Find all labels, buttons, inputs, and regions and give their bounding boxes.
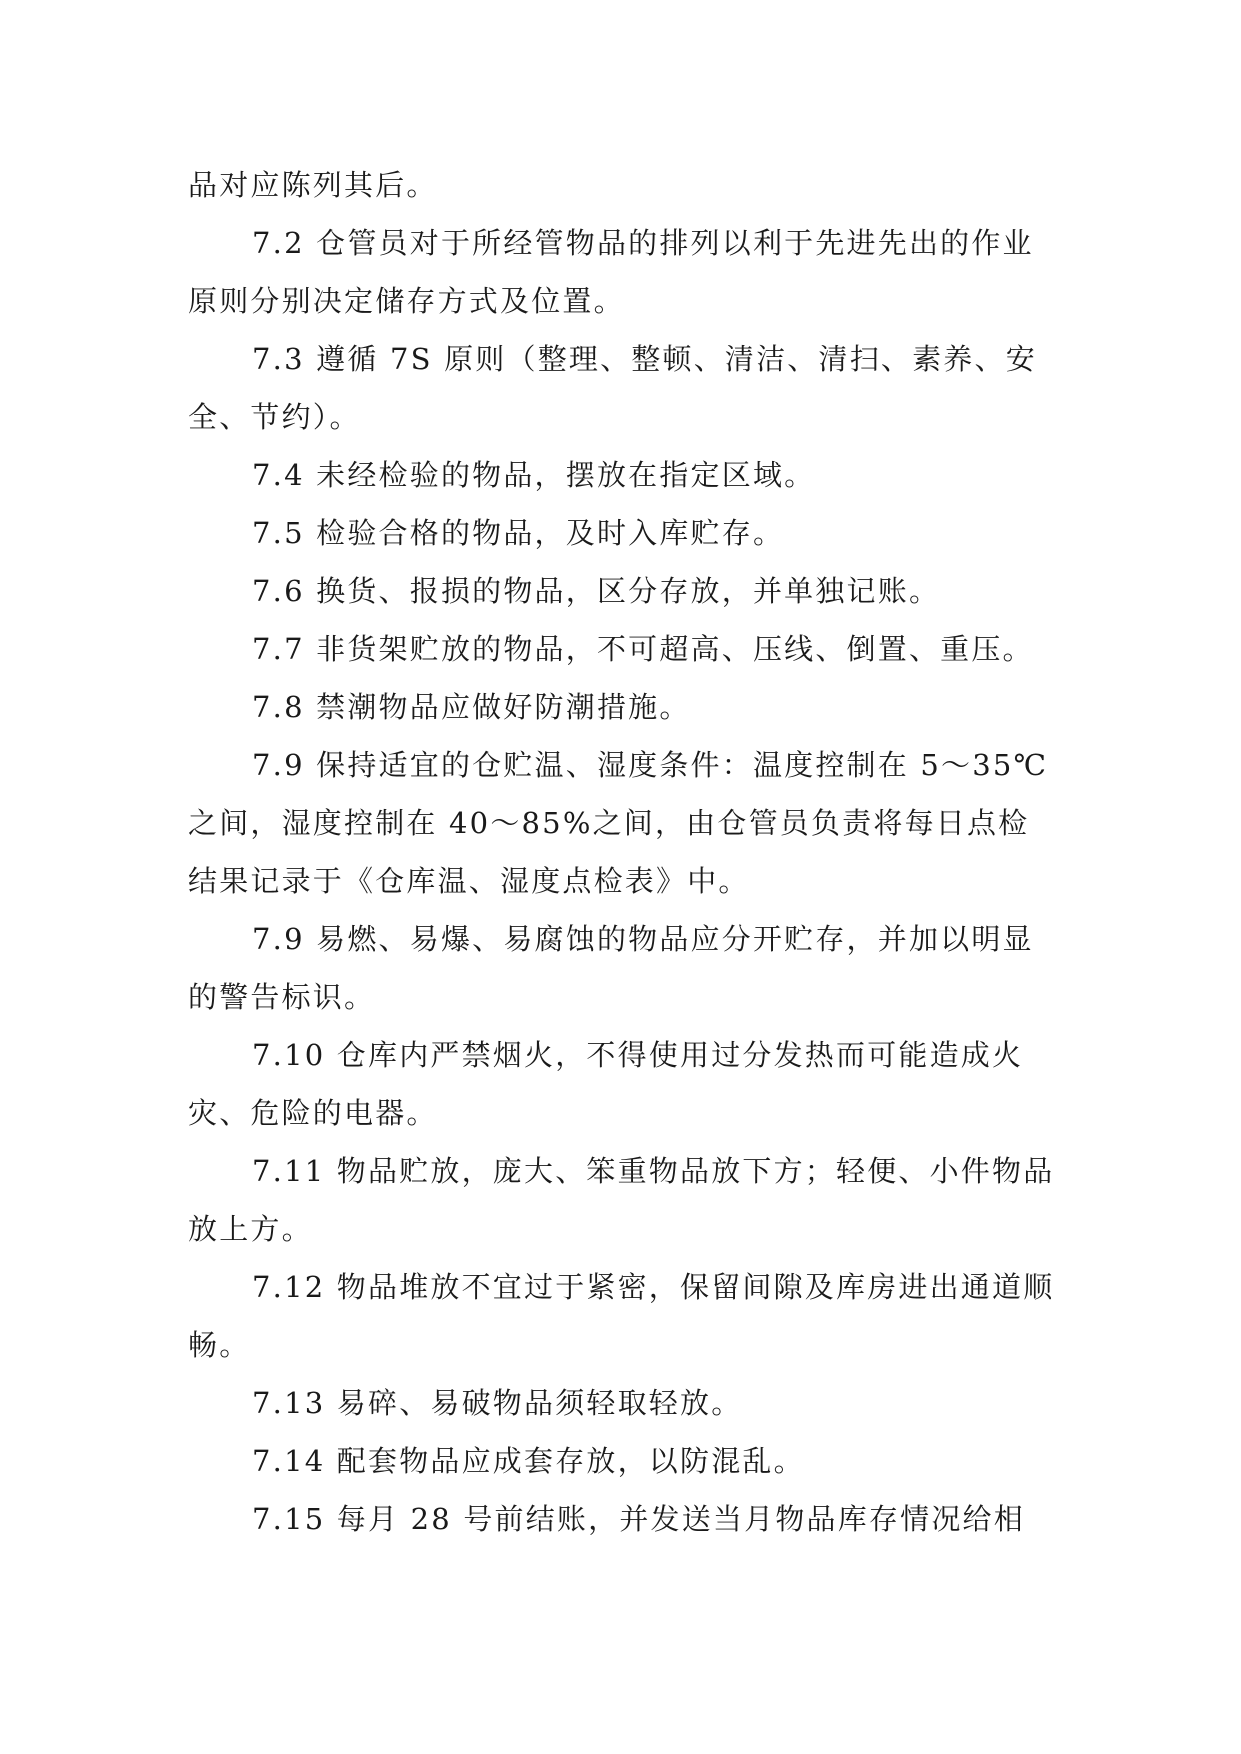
paragraph-7-15: 7.15 每月 28 号前结账，并发送当月物品库存情况给相: [252, 1502, 1025, 1536]
paragraph-7-10: 7.10 仓库内严禁烟火，不得使用过分发热而可能造成火灾、危险的电器。: [188, 1038, 1024, 1130]
paragraph-7-5: 7.5 检验合格的物品，及时入库贮存。: [252, 516, 785, 550]
paragraph-7-7: 7.7 非货架贮放的物品，不可超高、压线、倒置、重压。: [252, 632, 1034, 666]
paragraph-7-13: 7.13 易碎、易破物品须轻取轻放。: [252, 1386, 743, 1420]
paragraph-7-8: 7.8 禁潮物品应做好防潮措施。: [252, 690, 691, 724]
paragraph-7-6: 7.6 换货、报损的物品，区分存放，并单独记账。: [252, 574, 941, 608]
paragraph-7-9-flammable: 7.9 易燃、易爆、易腐蚀的物品应分开贮存，并加以明显的警告标识。: [188, 922, 1034, 1014]
paragraph-7-14: 7.14 配套物品应成套存放，以防混乱。: [252, 1444, 805, 1478]
paragraph-7-4: 7.4 未经检验的物品，摆放在指定区域。: [252, 458, 816, 492]
paragraph-7-12: 7.12 物品堆放不宜过于紧密，保留间隙及库房进出通道顺畅。: [188, 1270, 1055, 1362]
paragraph-7-11: 7.11 物品贮放，庞大、笨重物品放下方；轻便、小件物品放上方。: [188, 1154, 1055, 1246]
paragraph-7-3: 7.3 遵循 7S 原则（整理、整顿、清洁、清扫、素养、安全、节约）。: [188, 342, 1037, 434]
paragraph-7-9-temperature: 7.9 保持适宜的仓贮温、湿度条件：温度控制在 5～35℃之间，湿度控制在 40～85%之间，由仓管员负责将每日点检结果记录于《仓库温、湿度点检表》中。: [188, 748, 1049, 898]
document-body: [188, 156, 1056, 1548]
paragraph-7-2: 7.2 仓管员对于所经管物品的排列以利于先进先出的作业原则分别决定储存方式及位置。: [188, 226, 1034, 318]
paragraph-continuation: 品对应陈列其后。: [188, 168, 438, 202]
